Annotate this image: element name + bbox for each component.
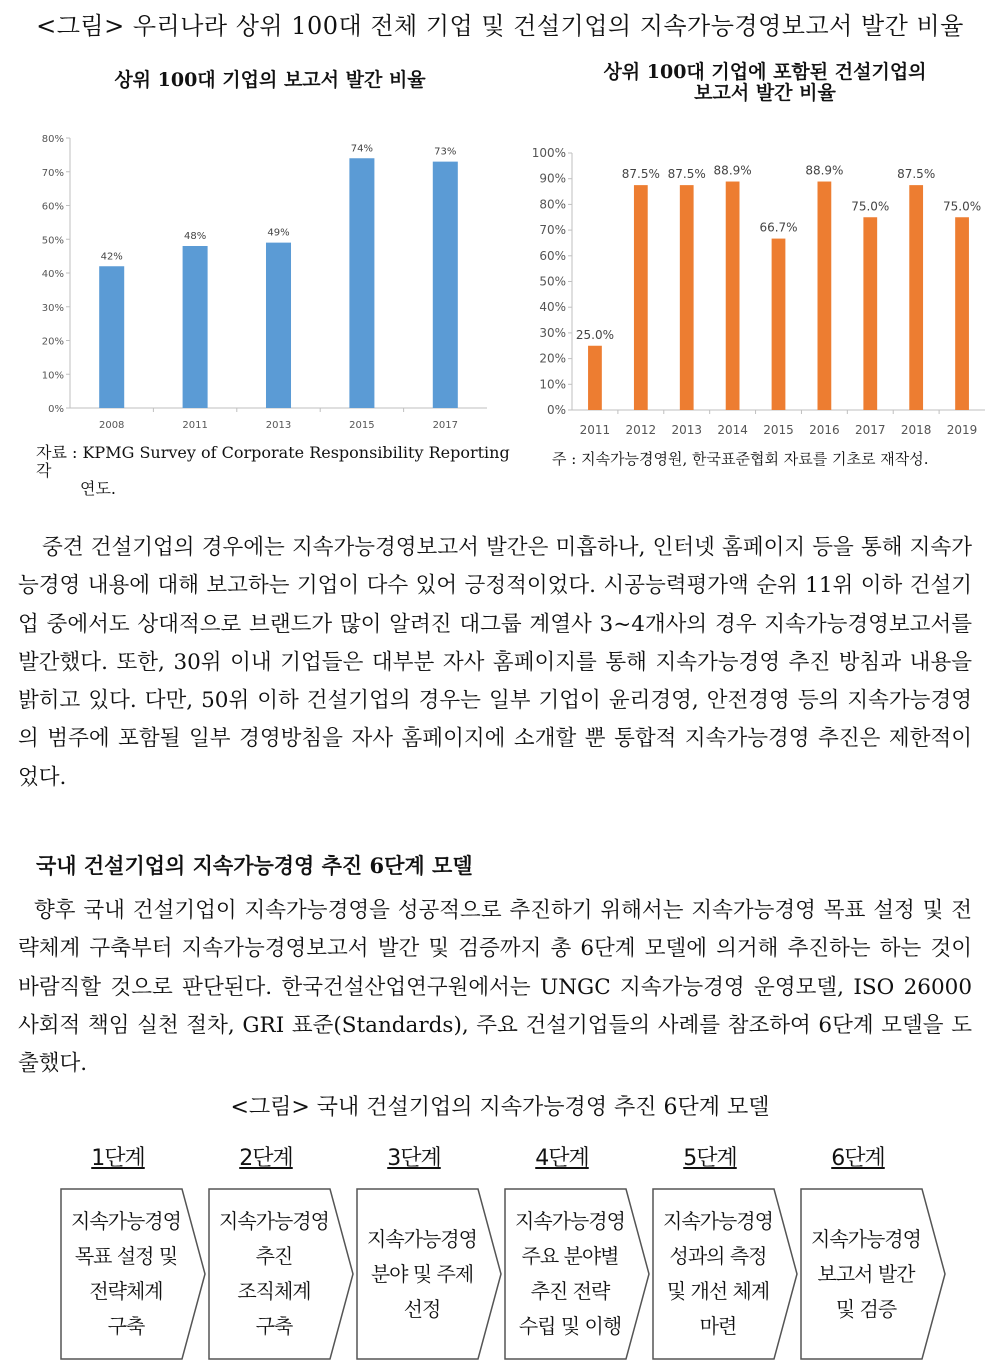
chart-title-right-line1: 상위 100대 기업에 포함된 건설기업의 — [603, 61, 927, 83]
data-label-2013: 87.5% — [667, 167, 706, 182]
bar-2017 — [433, 162, 458, 408]
y-tick-label: 90% — [539, 171, 566, 186]
stage-text-5: 지속가능경영 성과의 측정 및 개선 체계 마련 — [663, 1209, 773, 1338]
x-tick-label-2015: 2015 — [349, 420, 375, 431]
figure-caption-top: <그림> 우리나라 상위 100대 전체 기업 및 건설기업의 지속가능경영보고서 발간 비율 — [36, 12, 964, 40]
source-note-left-line1: 자료 : KPMG Survey of Corporate Responsibility Reporting 각 — [36, 443, 510, 480]
y-tick-label: 80% — [41, 134, 64, 145]
y-tick-label: 10% — [539, 377, 566, 392]
chart-title-left: 상위 100대 기업의 보고서 발간 비율 — [114, 69, 426, 91]
bar-2015 — [772, 239, 786, 410]
data-label-2015: 66.7% — [759, 220, 798, 235]
bar-chart-top100 — [0, 120, 510, 440]
data-label-2012: 87.5% — [621, 167, 660, 182]
stage-box-2 — [208, 1188, 356, 1360]
source-note-left — [36, 444, 516, 498]
data-label-2017: 73% — [434, 146, 457, 158]
x-tick-label-2017: 2017 — [855, 423, 886, 437]
x-tick-label-2015: 2015 — [763, 423, 794, 437]
data-label-2016: 88.9% — [805, 163, 844, 178]
x-tick-label-2013: 2013 — [671, 423, 702, 437]
stage-label-4: 4단계 — [535, 1146, 589, 1171]
body-paragraph-1: 중견 건설기업의 경우에는 지속가능경영보고서 발간은 미흡하나, 인터넷 홈페이지 등을 통해 지속가능경영 내용에 대해 보고하는 기업이 다수 있어 긍정적이었다. 시공능력평가액 순위 11위 이하 건설기업 중에서도 상대적으로 브랜드가 많이 알려진 대그룹 계열사 3~4개사의 경우 지속가능경영보고서를 발간했다. 또한, 30위 이내 기업들은 대부분 자사 홈페이지를 통해 지속가능경영 추진 방침과 내용을 밝히고 있다. 다만, 50위 이하 건설기업의 경우는 일부 기업이 윤리경영, 안전경영 등의 지속가능경영의 범주에 포함될 일부 경영방침을 자사 홈페이지에 소개할 뿐 통합적 지속가능경영 추진은 제한적이었다. — [18, 535, 972, 790]
chart-title-right — [530, 62, 1000, 104]
bar-2016 — [818, 182, 832, 410]
section-heading: 국내 건설기업의 지속가능경영 추진 6단계 모델 — [36, 853, 473, 878]
x-tick-label-2011: 2011 — [182, 420, 208, 431]
bar-2013 — [680, 185, 694, 410]
y-tick-label: 60% — [539, 248, 566, 263]
data-label-2008: 42% — [100, 251, 123, 263]
y-tick-label: 50% — [539, 274, 566, 289]
bar-2014 — [726, 182, 740, 410]
bar-chart-construction — [520, 130, 1000, 450]
y-tick-label: 20% — [41, 336, 64, 348]
body-paragraph-2: 향후 국내 건설기업이 지속가능경영을 성공적으로 추진하기 위해서는 지속가능경영 목표 설정 및 전략체계 구축부터 지속가능경영보고서 발간 및 검증까지 총 6단계 모델에 의거해 추진하는 하는 것이 바람직할 것으로 판단된다. 한국건설산업연구원에서는 UNGC 지속가능경영 운영모델, ISO 26000 사회적 책임 실천 절차, GRI 표준(Standards), 주요 건설기업들의 사례를 참조하여 6단계 모델을 도출했다. — [18, 898, 972, 1077]
data-label-2018: 87.5% — [897, 167, 936, 182]
y-tick-label: 20% — [539, 351, 566, 366]
y-tick-label: 0% — [48, 404, 64, 415]
stage-label-6: 6단계 — [831, 1146, 885, 1171]
x-tick-label-2017: 2017 — [432, 420, 459, 431]
y-tick-label: 100% — [531, 146, 566, 160]
data-label-2014: 88.9% — [713, 163, 752, 178]
stage-label-3: 3단계 — [387, 1146, 441, 1171]
y-tick-label: 70% — [41, 167, 64, 179]
stage-text-3: 지속가능경영 분야 및 주제 선정 — [367, 1226, 477, 1321]
bar-2011 — [588, 346, 602, 410]
bar-2015 — [349, 158, 374, 408]
stage-label-1: 1단계 — [91, 1146, 145, 1171]
bar-2012 — [634, 185, 648, 410]
bar-2008 — [99, 266, 124, 408]
source-note-left-line2: 연도. — [80, 479, 116, 498]
x-tick-label-2016: 2016 — [809, 423, 840, 437]
x-tick-label-2014: 2014 — [717, 423, 748, 437]
bar-2011 — [183, 246, 208, 408]
stage-label-5: 5단계 — [683, 1146, 737, 1171]
bar-2013 — [266, 243, 291, 408]
stage-text-1: 지속가능경영 목표 설정 및 전략체계 구축 — [71, 1209, 181, 1338]
y-tick-label: 0% — [546, 403, 566, 417]
data-label-2019: 75.0% — [942, 199, 982, 214]
stage-box-3 — [356, 1188, 504, 1360]
stage-box-6 — [800, 1188, 948, 1360]
y-tick-label: 80% — [539, 197, 566, 212]
bar-2018 — [909, 185, 923, 410]
stage-box-1 — [60, 1188, 208, 1360]
data-label-2011: 25.0% — [575, 327, 615, 342]
x-tick-label-2008: 2008 — [98, 420, 125, 431]
y-tick-label: 40% — [41, 269, 64, 280]
y-tick-label: 60% — [41, 201, 64, 213]
data-label-2011: 48% — [183, 231, 207, 242]
data-label-2017: 75.0% — [851, 199, 890, 214]
y-tick-label: 50% — [41, 235, 64, 247]
stage-text-6: 지속가능경영 보고서 발간 및 검증 — [811, 1226, 921, 1321]
x-tick-label-2019: 2019 — [946, 423, 978, 437]
x-tick-label-2018: 2018 — [900, 423, 932, 437]
stage-text-2: 지속가능경영 추진 조직체계 구축 — [219, 1209, 329, 1338]
x-tick-label-2013: 2013 — [265, 420, 292, 431]
stage-text-4: 지속가능경영 주요 분야별 추진 전략 수립 및 이행 — [515, 1209, 625, 1338]
figure-caption-model: <그림> 국내 건설기업의 지속가능경영 추진 6단계 모델 — [230, 1095, 770, 1120]
stage-box-5 — [652, 1188, 800, 1360]
data-label-2013: 49% — [267, 227, 290, 239]
y-tick-label: 30% — [41, 302, 64, 314]
y-tick-label: 70% — [539, 223, 566, 238]
y-tick-label: 40% — [539, 300, 566, 315]
x-tick-label-2011: 2011 — [579, 423, 611, 437]
chart-title-right-line2: 보고서 발간 비율 — [694, 82, 836, 104]
bar-2019 — [955, 217, 969, 410]
bar-2017 — [863, 217, 877, 410]
stage-label-2: 2단계 — [239, 1146, 293, 1171]
y-tick-label: 30% — [539, 325, 566, 340]
data-label-2015: 74% — [350, 143, 374, 155]
source-note-right: 주 : 지속가능경영원, 한국표준협회 자료를 기초로 재작성. — [552, 450, 929, 468]
y-tick-label: 10% — [41, 370, 64, 382]
x-tick-label-2012: 2012 — [625, 423, 657, 437]
stage-box-4 — [504, 1188, 652, 1360]
